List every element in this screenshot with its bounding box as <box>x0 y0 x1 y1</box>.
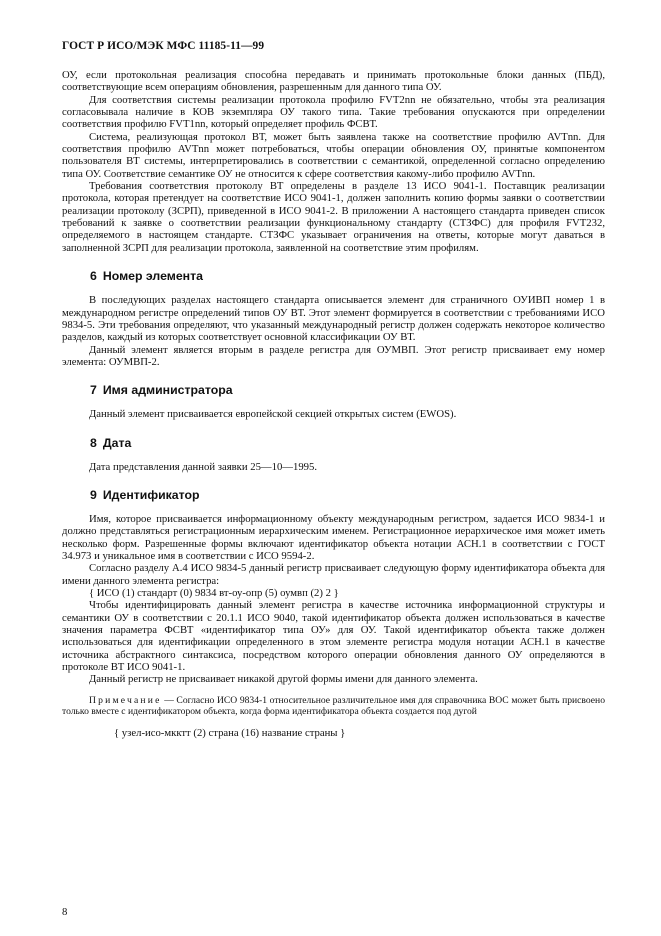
section-number: 6 <box>90 269 97 284</box>
section-number: 8 <box>90 435 97 450</box>
running-header: ГОСТ Р ИСО/МЭК МФС 11185-11—99 <box>62 40 265 52</box>
section-number: 9 <box>90 487 97 502</box>
paragraph: Согласно разделу А.4 ИСО 9834-5 данный регистр присваивает следующую форму идентификатора объекта для имени данного элемента регистра: <box>62 562 605 587</box>
paragraph: Дата представления данной заявки 25—10—1995. <box>89 460 318 473</box>
paragraph: ОУ, если протокольная реализация способна передавать и принимать протокольные блоки данных (ПБД), соответствующие всем операциям обновления, разрешенным для данного типа ОУ. <box>62 69 605 94</box>
section-heading <box>90 436 605 450</box>
page-number: 8 <box>62 906 68 918</box>
note <box>62 695 605 717</box>
note-text: — Согласно ИСО 9834-1 относительное различительное имя для справочника ВОС может быть присвоено только вместе с идентификатором объекта, когда форма идентификатора объекта создается под дугой <box>62 694 605 717</box>
section-heading <box>90 383 605 397</box>
object-identifier: { ИСО (1) стандарт (0) 9834 вт-оу-опр (5) оумвп (2) 2 } <box>89 586 339 599</box>
section-heading <box>90 488 605 502</box>
section-title: Дата <box>102 435 132 450</box>
section-title: Номер элемента <box>102 269 203 284</box>
section-title: Имя администратора <box>102 383 233 398</box>
intro-block <box>62 69 605 254</box>
paragraph: Для соответствия системы реализации протокола профилю FVT2nn не обязательно, чтобы эта реализация согласовывала наличие в КОВ экземпляра ОУ такого типа. Такие требования опускаются при определении соответствия профилю FVT1nn, который определяет профиль ФСВТ. <box>62 93 605 131</box>
paragraph: Система, реализующая протокол ВТ, может быть заявлена также на соответствие профилю AVTnn. Для соответствия профилю AVTnn может потребоваться, чтобы операции обновления ОУ, принятые компонентом пользователя ВТ системы, интерпретировались в соответствии с семантикой, определенной согласно определению типа ОУ. Соответствие семантике ОУ не относится к сфере соответствия какому-либо профилю AVTnn. <box>62 130 605 180</box>
paragraph: Требования соответствия протоколу ВТ определены в разделе 13 ИСО 9041-1. Поставщик реализации протокола, которая претендует на соответствие ИСО 9041-1, должен заполнить копию формы заявки о соответствии реализации протоколу (ЗСРП), приведенной в ИСО 9041-2. В приложении А настоящего стандарта приведен список требований к заявке о соответствии реализации функциональному стандарту (СТЗФС) для профиля FVT232, определяемого в настоящем стандарте. СТЗФС указывает ограничения на ответы, которые могут даваться в заполненной ЗСРП для реализации протокола, заявленной на соответствие этим профилям. <box>62 180 605 254</box>
formula: { узел-исо-мкктт (2) страна (16) название страны } <box>114 727 346 740</box>
paragraph: Данный регистр не присваивает никакой другой формы имени для данного элемента. <box>89 673 478 686</box>
paragraph: Имя, которое присваивается информационному объекту международным регистром, задается ИСО 9834-1 и должно представляться регистрационным иерархическим именем. Регистрационное иерархическое имя может иметь несколько форм. Разрешенные формы включают идентификатор объекта нотации АСН.1 в соответствии с ГОСТ 34.973 и уникальное имя в соответствии с ИСО 9594-2. <box>62 512 605 562</box>
section-heading <box>90 269 605 283</box>
paragraph: В последующих разделах настоящего стандарта описывается элемент для страничного ОУИВП номер 1 в международном регистре определений типов ОУ ВТ. Этот элемент формируется в соответствии с требованиями ИСО 9834-5. Эти требования определяют, что указанный международный регистр должен содержать некоторое количество разделов, каждый из которых соответствует основной классификации ОУ ВТ. <box>62 294 605 344</box>
section-title: Идентификатор <box>102 487 200 502</box>
paragraph: Данный элемент присваивается европейской секцией открытых систем (EWOS). <box>89 408 457 421</box>
note-label: Примечание <box>89 694 162 706</box>
section-number: 7 <box>90 383 97 398</box>
paragraph: Чтобы идентифицировать данный элемент регистра в качестве источника информационной структуры и семантики ОУ в соответствии с 20.1.1 ИСО 9040, такой идентификатор объекта должен использоваться в качестве значения параметра ФСВТ «идентификатор типа ОУ» для ОУ. Такой идентификатор объекта также должен использоваться для идентификации определенного в этом элементе регистра модуля нотации АСН.1 в качестве источника абстрактного синтаксиса, посредством которого операции обновления данного ОУ определяются в протоколе ВТ ИСО 9041-1. <box>62 599 605 674</box>
paragraph: Данный элемент является вторым в разделе регистра для ОУМВП. Этот регистр присваивает ему номер элемента: ОУМВП-2. <box>62 343 605 368</box>
